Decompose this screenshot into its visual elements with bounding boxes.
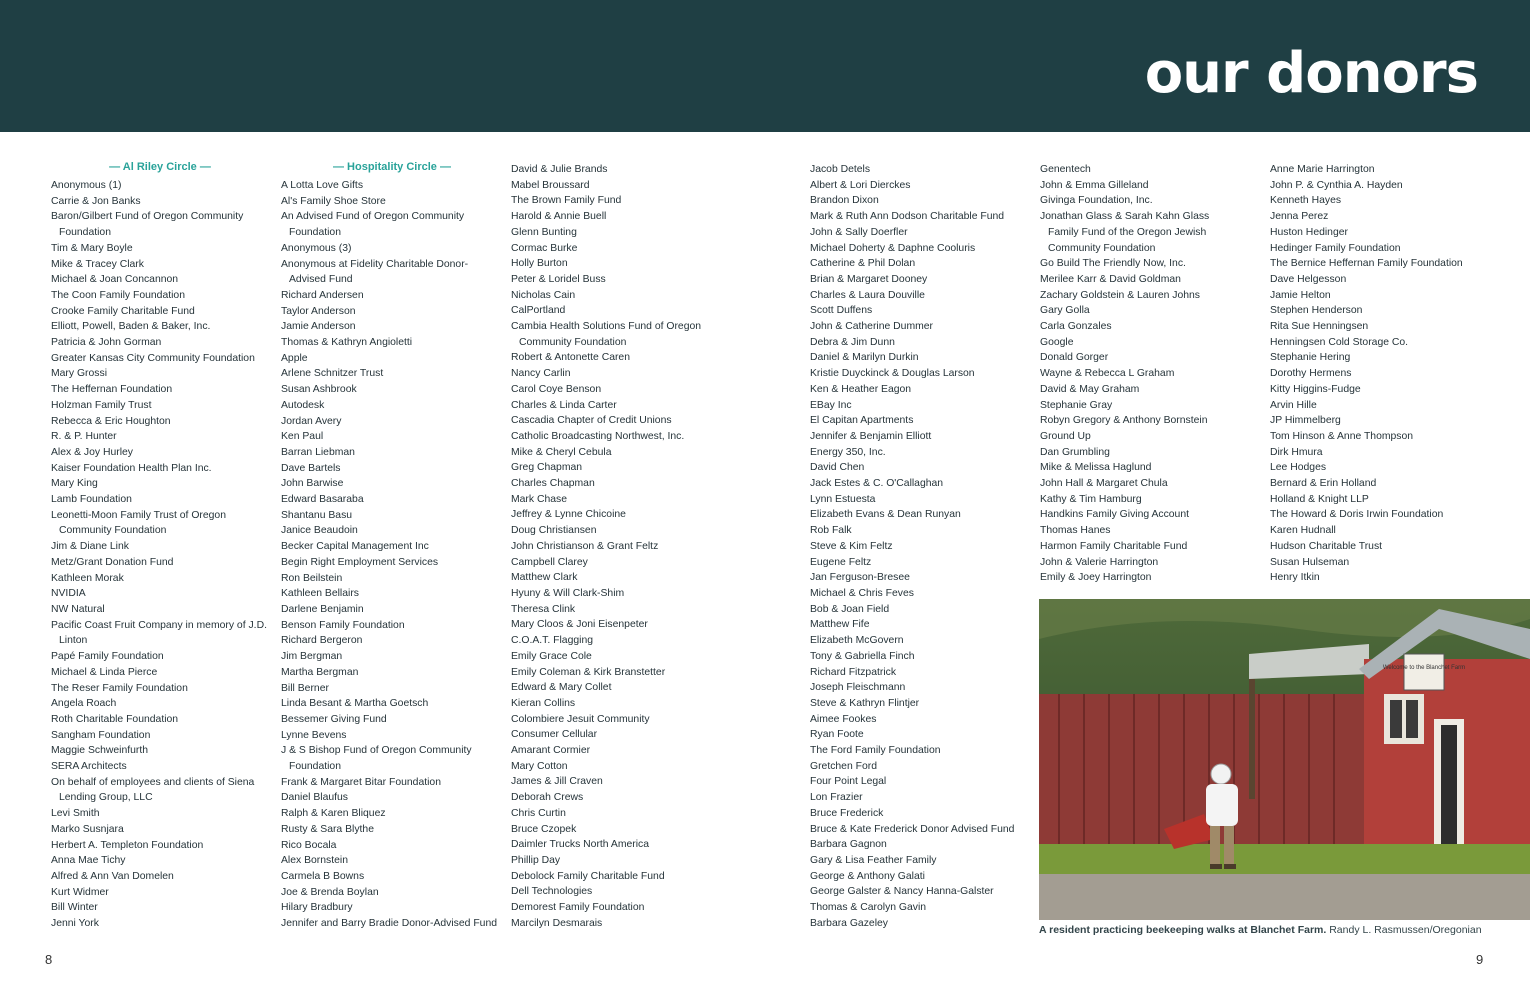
donor-name: Steve & Kathryn Flintjer bbox=[810, 697, 920, 709]
donor-column-hospitality bbox=[281, 160, 503, 932]
donor-name: Handkins Family Giving Account bbox=[1040, 509, 1189, 521]
donor-name: The Coon Family Foundation bbox=[51, 289, 185, 301]
donor-name: Thomas & Kathryn Angioletti bbox=[281, 337, 413, 349]
donor-name: Alfred & Ann Van Domelen bbox=[51, 870, 174, 882]
donor-name: Eugene Feltz bbox=[810, 556, 872, 568]
donor-name: Jim & Diane Link bbox=[51, 541, 129, 553]
donor-name: Shantanu Basu bbox=[281, 509, 353, 521]
donor-list bbox=[281, 178, 503, 932]
donor-name: Daniel & Marilyn Durkin bbox=[810, 352, 919, 364]
donor-name: Carmela B Bowns bbox=[281, 870, 365, 882]
donor-name: Genentech bbox=[1040, 164, 1091, 175]
donor-name: C.O.A.T. Flagging bbox=[511, 635, 594, 647]
donor-name: Charles & Laura Douville bbox=[810, 289, 925, 301]
donor-name: John Barwise bbox=[281, 478, 344, 490]
donor-name: Debolock Family Charitable Fund bbox=[511, 870, 665, 882]
donor-name: Jamie Anderson bbox=[281, 321, 356, 333]
donor-name: Kaiser Foundation Health Plan Inc. bbox=[51, 462, 212, 474]
donor-name: Pacific Coast Fruit Company in memory of J.D. Linton bbox=[51, 619, 267, 647]
donor-name: Greater Kansas City Community Foundation bbox=[51, 352, 255, 364]
donor-name: Lynne Bevens bbox=[281, 729, 347, 741]
donor-name: Henry Itkin bbox=[1270, 572, 1320, 584]
donor-name: Kristie Duyckinck & Douglas Larson bbox=[810, 368, 975, 380]
donor-name: Gary Golla bbox=[1040, 305, 1090, 317]
donor-name: Lamb Foundation bbox=[51, 494, 132, 506]
donor-name: Kurt Widmer bbox=[51, 886, 109, 898]
donor-name: Stephanie Gray bbox=[1040, 399, 1113, 411]
donor-name: Martha Bergman bbox=[281, 666, 359, 678]
donor-name: Dan Grumbling bbox=[1040, 446, 1110, 458]
donor-name: Kathleen Morak bbox=[51, 572, 124, 584]
donor-name: Carla Gonzales bbox=[1040, 321, 1112, 333]
page-title: our donors bbox=[1144, 41, 1478, 106]
donor-name: Campbell Clarey bbox=[511, 556, 588, 568]
donor-name: Mike & Tracey Clark bbox=[51, 258, 144, 270]
donor-name: Bill Winter bbox=[51, 902, 98, 914]
donor-name: Daniel Blaufus bbox=[281, 792, 349, 804]
donor-name: Chris Curtin bbox=[511, 807, 566, 819]
donor-name: CalPortland bbox=[511, 305, 566, 317]
donor-name: The Brown Family Fund bbox=[511, 195, 622, 207]
donor-name: Anonymous at Fidelity Charitable Donor-Advised Fund bbox=[281, 258, 469, 286]
welcome-sign: Welcome to the Blanchet Farm bbox=[1382, 665, 1466, 671]
donor-name: Elliott, Powell, Baden & Baker, Inc. bbox=[51, 321, 211, 333]
donor-name: Hilary Bradbury bbox=[281, 902, 353, 914]
caption-text: A resident practicing beekeeping walks at Blanchet Farm. bbox=[1039, 924, 1327, 936]
donor-name: Go Build The Friendly Now, Inc. bbox=[1040, 258, 1186, 270]
donor-name: Alex & Joy Hurley bbox=[51, 446, 133, 458]
donor-name: Jamie Helton bbox=[1270, 289, 1331, 301]
donor-name: Tom Hinson & Anne Thompson bbox=[1270, 430, 1414, 442]
donor-name: Richard Bergeron bbox=[281, 635, 363, 647]
donor-name: James & Jill Craven bbox=[511, 776, 603, 788]
donor-name: Mark & Ruth Ann Dodson Charitable Fund bbox=[810, 211, 1005, 223]
donor-name: Begin Right Employment Services bbox=[281, 556, 439, 568]
donor-name: Jordan Avery bbox=[281, 415, 342, 427]
donor-name: Angela Roach bbox=[51, 698, 117, 710]
donor-name: J & S Bishop Fund of Oregon Community Foundation bbox=[281, 745, 472, 773]
donor-name: Sangham Foundation bbox=[51, 729, 151, 741]
donor-column-6 bbox=[1270, 160, 1492, 586]
donor-name: Huston Hedinger bbox=[1270, 226, 1348, 238]
donor-name: John & Sally Doerfler bbox=[810, 226, 908, 238]
donor-name: NW Natural bbox=[51, 603, 105, 615]
donor-name: A Lotta Love Gifts bbox=[281, 180, 364, 191]
donor-name: Edward & Mary Collet bbox=[511, 682, 612, 694]
donor-name: Zachary Goldstein & Lauren Johns bbox=[1040, 289, 1200, 301]
donor-name: The Reser Family Foundation bbox=[51, 682, 188, 694]
donor-name: Robert & Antonette Caren bbox=[511, 352, 630, 364]
donor-name: Michael & Joan Concannon bbox=[51, 274, 179, 286]
donor-name: Carol Coye Benson bbox=[511, 383, 602, 395]
donor-name: Charles & Linda Carter bbox=[511, 399, 617, 411]
donor-name: Theresa Clink bbox=[511, 603, 576, 615]
page-number-left: 8 bbox=[45, 952, 53, 967]
donor-name: Cascadia Chapter of Credit Unions bbox=[511, 415, 672, 427]
blanchet-farm-photo bbox=[1039, 599, 1530, 920]
donor-name: Ron Beilstein bbox=[281, 572, 343, 584]
donor-column-al-riley bbox=[51, 160, 269, 932]
donor-name: Catherine & Phil Dolan bbox=[810, 258, 916, 270]
donor-name: George & Anthony Galati bbox=[810, 870, 925, 882]
donor-name: Dave Bartels bbox=[281, 462, 341, 474]
donor-name: Susan Ashbrook bbox=[281, 384, 357, 396]
donor-name: Deborah Crews bbox=[511, 792, 584, 804]
donor-name: Colombiere Jesuit Community bbox=[511, 713, 650, 725]
donor-name: Ground Up bbox=[1040, 430, 1091, 442]
donor-list bbox=[51, 178, 269, 932]
donor-name: The Ford Family Foundation bbox=[810, 745, 941, 757]
photo-credit: Randy L. Rasmussen/Oregonian bbox=[1326, 924, 1482, 936]
donor-name: On behalf of employees and clients of Siena Lending Group, LLC bbox=[51, 776, 255, 804]
donor-name: Scott Duffens bbox=[810, 305, 873, 317]
donor-name: Hudson Charitable Trust bbox=[1270, 540, 1383, 552]
donor-name: Phillip Day bbox=[511, 854, 561, 866]
donor-name: Elizabeth McGovern bbox=[810, 635, 904, 647]
donor-name: Joe & Brenda Boylan bbox=[281, 886, 379, 898]
donor-name: Anonymous (1) bbox=[51, 180, 122, 191]
donor-name: Frank & Margaret Bitar Foundation bbox=[281, 776, 441, 788]
donor-name: Brandon Dixon bbox=[810, 195, 879, 207]
column-heading: — Al Riley Circle — bbox=[109, 161, 211, 173]
donor-name: Merilee Karr & David Goldman bbox=[1040, 273, 1181, 285]
donor-name: Hedinger Family Foundation bbox=[1270, 242, 1401, 254]
donor-name: Jennifer & Benjamin Elliott bbox=[810, 430, 932, 442]
donor-name: Donald Gorger bbox=[1040, 352, 1109, 364]
donor-name: Jonathan Glass & Sarah Kahn Glass Family Fund of the Oregon Jewish Community Foundation bbox=[1040, 211, 1210, 254]
donor-name: John P. & Cynthia A. Hayden bbox=[1270, 179, 1403, 191]
donor-name: Ralph & Karen Bliquez bbox=[281, 808, 386, 820]
donor-name: Michael & Linda Pierce bbox=[51, 666, 158, 678]
donor-name: Google bbox=[1040, 336, 1074, 348]
donor-name: John Hall & Margaret Chula bbox=[1040, 478, 1168, 490]
donor-name: Holzman Family Trust bbox=[51, 399, 152, 411]
donor-name: An Advised Fund of Oregon Community Foundation bbox=[281, 211, 465, 239]
donor-name: Mark Chase bbox=[511, 493, 568, 505]
donor-name: Mary Grossi bbox=[51, 368, 107, 380]
donor-name: Glenn Bunting bbox=[511, 226, 577, 238]
donor-name: Stephen Henderson bbox=[1270, 305, 1363, 317]
donor-list bbox=[1270, 162, 1492, 586]
donor-name: Roth Charitable Foundation bbox=[51, 713, 179, 725]
donor-name: Bruce Czopek bbox=[511, 823, 577, 835]
donor-name: Alex Bornstein bbox=[281, 855, 348, 867]
donor-name: Brian & Margaret Dooney bbox=[810, 273, 928, 285]
donor-name: Emily & Joey Harrington bbox=[1040, 572, 1152, 584]
donor-name: The Howard & Doris Irwin Foundation bbox=[1270, 509, 1444, 521]
donor-name: Janice Beaudoin bbox=[281, 525, 358, 537]
donor-name: John & Catherine Dummer bbox=[810, 321, 934, 333]
donor-name: Jennifer and Barry Bradie Donor-Advised Fund bbox=[281, 918, 498, 930]
donor-name: Kieran Collins bbox=[511, 697, 576, 709]
donor-name: Albert & Lori Dierckes bbox=[810, 179, 911, 191]
donor-name: Catholic Broadcasting Northwest, Inc. bbox=[511, 430, 685, 442]
donor-name: Henningsen Cold Storage Co. bbox=[1270, 336, 1409, 348]
donor-name: Nicholas Cain bbox=[511, 289, 576, 301]
donor-name: Kathleen Bellairs bbox=[281, 588, 359, 600]
donor-name: JP Himmelberg bbox=[1270, 415, 1341, 427]
donor-name: Cormac Burke bbox=[511, 242, 578, 254]
donor-column-4 bbox=[810, 160, 1032, 931]
donor-name: Elizabeth Evans & Dean Runyan bbox=[810, 509, 961, 521]
donor-name: Becker Capital Management Inc bbox=[281, 541, 429, 553]
donor-name: Emily Coleman & Kirk Branstetter bbox=[511, 666, 666, 678]
donor-name: Lon Frazier bbox=[810, 792, 863, 804]
donor-name: Mary Cloos & Joni Eisenpeter bbox=[511, 619, 648, 631]
donor-name: George Galster & Nancy Hanna-Galster bbox=[810, 886, 994, 898]
donor-name: Bruce & Kate Frederick Donor Advised Fund bbox=[810, 823, 1015, 835]
donor-name: Barbara Gazeley bbox=[810, 917, 888, 929]
donor-name: Taylor Anderson bbox=[281, 305, 356, 317]
donor-name: Lynn Estuesta bbox=[810, 493, 876, 505]
donor-name: Edward Basaraba bbox=[281, 494, 364, 506]
donor-name: Jacob Detels bbox=[810, 164, 871, 175]
donor-name: Levi Smith bbox=[51, 808, 100, 820]
donor-name: The Heffernan Foundation bbox=[51, 384, 173, 396]
donor-name: Four Point Legal bbox=[810, 776, 887, 788]
donor-name: R. & P. Hunter bbox=[51, 431, 117, 443]
donor-name: Rusty & Sara Blythe bbox=[281, 823, 374, 835]
donor-name: Dirk Hmura bbox=[1270, 446, 1323, 458]
donor-name: Gary & Lisa Feather Family bbox=[810, 854, 937, 866]
donor-name: Jenni York bbox=[51, 918, 99, 930]
donor-name: Matthew Fife bbox=[810, 619, 870, 631]
donor-name: Richard Andersen bbox=[281, 289, 364, 301]
donor-name: Susan Hulseman bbox=[1270, 556, 1350, 568]
donor-name: Al's Family Shoe Store bbox=[281, 195, 386, 207]
donor-name: Energy 350, Inc. bbox=[810, 446, 886, 458]
donor-name: Doug Christiansen bbox=[511, 525, 597, 537]
donor-name: Harold & Annie Buell bbox=[511, 211, 607, 223]
donor-name: Amarant Cormier bbox=[511, 745, 591, 757]
donor-name: Mike & Melissa Haglund bbox=[1040, 462, 1152, 474]
donor-column-3 bbox=[511, 160, 733, 931]
donor-name: Steve & Kim Feltz bbox=[810, 540, 893, 552]
donor-name: Rita Sue Henningsen bbox=[1270, 321, 1369, 333]
donor-name: Crooke Family Charitable Fund bbox=[51, 305, 195, 317]
donor-name: David & May Graham bbox=[1040, 383, 1140, 395]
donor-name: Barran Liebman bbox=[281, 446, 355, 458]
donor-name: Herbert A. Templeton Foundation bbox=[51, 839, 204, 851]
donor-name: Dell Technologies bbox=[511, 886, 593, 898]
donor-name: Daimler Trucks North America bbox=[511, 839, 649, 851]
donor-name: Mabel Broussard bbox=[511, 179, 590, 191]
donor-name: Tim & Mary Boyle bbox=[51, 242, 133, 254]
donor-name: Darlene Benjamin bbox=[281, 603, 364, 615]
donor-name: Jeffrey & Lynne Chicoine bbox=[511, 509, 626, 521]
donor-name: John & Valerie Harrington bbox=[1040, 556, 1159, 568]
donor-name: Carrie & Jon Banks bbox=[51, 195, 141, 207]
donor-name: Mary Cotton bbox=[511, 760, 568, 772]
donor-name: Maggie Schweinfurth bbox=[51, 745, 149, 757]
donor-name: Givinga Foundation, Inc. bbox=[1040, 195, 1153, 207]
donor-name: John Christianson & Grant Feltz bbox=[511, 540, 659, 552]
donor-name: Arvin Hille bbox=[1270, 399, 1317, 411]
donor-name: Ken Paul bbox=[281, 431, 324, 443]
donor-name: Bill Berner bbox=[281, 682, 329, 694]
donor-name: Consumer Cellular bbox=[511, 729, 598, 741]
donor-name: EBay Inc bbox=[810, 399, 852, 411]
donor-name: Demorest Family Foundation bbox=[511, 902, 645, 914]
donor-name: Anonymous (3) bbox=[281, 242, 352, 254]
donor-name: Jan Ferguson-Bresee bbox=[810, 572, 910, 584]
donor-name: Autodesk bbox=[281, 399, 325, 411]
donor-name: Papé Family Foundation bbox=[51, 651, 164, 663]
donor-name: Benson Family Foundation bbox=[281, 619, 405, 631]
donor-name: Linda Besant & Martha Goetsch bbox=[281, 698, 429, 710]
donor-name: Leonetti-Moon Family Trust of Oregon Community Foundation bbox=[51, 509, 226, 537]
header-banner bbox=[0, 0, 1530, 132]
page-number-right: 9 bbox=[1476, 952, 1484, 967]
donor-name: Kathy & Tim Hamburg bbox=[1040, 493, 1142, 505]
donor-name: Karen Hudnall bbox=[1270, 525, 1336, 537]
donor-name: Marcilyn Desmarais bbox=[511, 917, 603, 929]
donor-name: John & Emma Gilleland bbox=[1040, 179, 1149, 191]
donor-name: Harmon Family Charitable Fund bbox=[1040, 540, 1188, 552]
donor-name: Nancy Carlin bbox=[511, 368, 571, 380]
donor-name: Apple bbox=[281, 352, 308, 364]
donor-name: Thomas & Carolyn Gavin bbox=[810, 902, 927, 914]
donor-name: Michael Doherty & Daphne Cooluris bbox=[810, 242, 976, 254]
donor-name: Lee Hodges bbox=[1270, 462, 1327, 474]
donor-list bbox=[810, 162, 1032, 931]
donor-name: Anne Marie Harrington bbox=[1270, 164, 1375, 175]
photo-caption bbox=[1039, 924, 1530, 936]
donor-name: Jenna Perez bbox=[1270, 211, 1329, 223]
donor-name: Robyn Gregory & Anthony Bornstein bbox=[1040, 415, 1208, 427]
donor-name: Holly Burton bbox=[511, 258, 568, 270]
donor-name: Bob & Joan Field bbox=[810, 603, 890, 615]
donor-name: Matthew Clark bbox=[511, 572, 578, 584]
donor-name: Rob Falk bbox=[810, 525, 852, 537]
donor-name: Marko Susnjara bbox=[51, 823, 124, 835]
donor-name: Barbara Gagnon bbox=[810, 839, 887, 851]
donor-name: Richard Fitzpatrick bbox=[810, 666, 897, 678]
donor-name: Ken & Heather Eagon bbox=[810, 383, 912, 395]
donor-name: Bessemer Giving Fund bbox=[281, 713, 387, 725]
donor-name: Wayne & Rebecca L Graham bbox=[1040, 368, 1175, 380]
donor-name: Patricia & John Gorman bbox=[51, 337, 162, 349]
donor-list bbox=[511, 162, 733, 931]
donor-name: Tony & Gabriella Finch bbox=[810, 650, 915, 662]
farm-illustration bbox=[1039, 599, 1530, 920]
donor-name: Anna Mae Tichy bbox=[51, 855, 126, 867]
donor-name: Mike & Cheryl Cebula bbox=[511, 446, 612, 458]
donor-name: Thomas Hanes bbox=[1040, 525, 1111, 537]
donor-name: Charles Chapman bbox=[511, 478, 595, 490]
donor-name: Bruce Frederick bbox=[810, 807, 884, 819]
donor-name: Dave Helgesson bbox=[1270, 273, 1347, 285]
donor-name: Kenneth Hayes bbox=[1270, 195, 1342, 207]
donor-name: NVIDIA bbox=[51, 588, 86, 600]
donor-name: Emily Grace Cole bbox=[511, 650, 592, 662]
donor-list bbox=[1040, 162, 1230, 586]
donor-name: Dorothy Hermens bbox=[1270, 368, 1352, 380]
donor-name: Debra & Jim Dunn bbox=[810, 336, 895, 348]
donor-name: Baron/Gilbert Fund of Oregon Community Foundation bbox=[51, 211, 244, 239]
column-heading: — Hospitality Circle — bbox=[333, 161, 451, 173]
donor-name: Rebecca & Eric Houghton bbox=[51, 415, 171, 427]
donor-name: Aimee Fookes bbox=[810, 713, 877, 725]
donor-name: Stephanie Hering bbox=[1270, 352, 1351, 364]
donor-column-5 bbox=[1040, 160, 1230, 586]
donor-name: Bernard & Erin Holland bbox=[1270, 478, 1377, 490]
donor-name: Peter & Loridel Buss bbox=[511, 273, 606, 285]
donor-name: David Chen bbox=[810, 462, 865, 474]
donor-name: Michael & Chris Feves bbox=[810, 587, 914, 599]
donor-name: The Bernice Heffernan Family Foundation bbox=[1270, 258, 1463, 270]
donor-name: Metz/Grant Donation Fund bbox=[51, 556, 174, 568]
donor-name: Greg Chapman bbox=[511, 462, 583, 474]
donor-name: SERA Architects bbox=[51, 761, 127, 773]
donor-name: Holland & Knight LLP bbox=[1270, 493, 1369, 505]
donor-name: Jim Bergman bbox=[281, 651, 343, 663]
donor-name: Arlene Schnitzer Trust bbox=[281, 368, 384, 380]
donor-name: Jack Estes & C. O'Callaghan bbox=[810, 478, 944, 490]
donor-name: Gretchen Ford bbox=[810, 760, 877, 772]
donor-name: David & Julie Brands bbox=[511, 164, 608, 175]
donor-name: Mary King bbox=[51, 478, 98, 490]
donor-name: Kitty Higgins-Fudge bbox=[1270, 383, 1361, 395]
donor-name: Joseph Fleischmann bbox=[810, 682, 906, 694]
donor-name: Cambia Health Solutions Fund of Oregon Community Foundation bbox=[511, 321, 702, 348]
donor-name: Hyuny & Will Clark-Shim bbox=[511, 587, 625, 599]
donor-name: El Capitan Apartments bbox=[810, 415, 914, 427]
donor-name: Rico Bocala bbox=[281, 839, 337, 851]
donor-name: Ryan Foote bbox=[810, 729, 864, 741]
